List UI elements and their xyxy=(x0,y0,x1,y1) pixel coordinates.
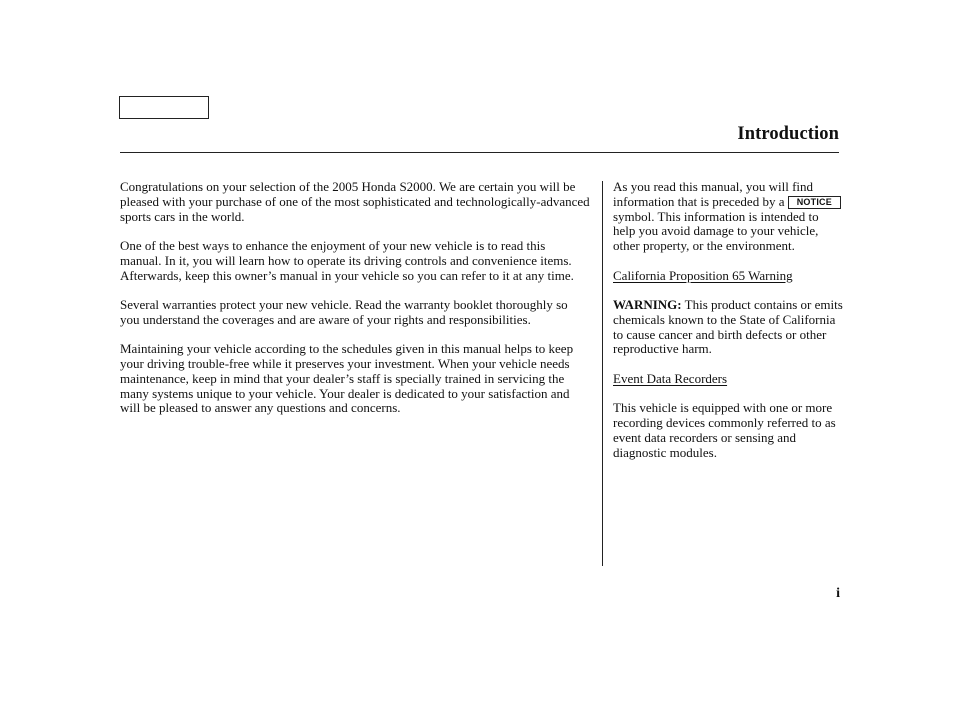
nav-box[interactable] xyxy=(119,96,209,119)
warning-text: This product contains or emits chemicals known to the State of California to cause cancer and birth defects or other reproductive harm. xyxy=(613,296,843,357)
notice-intro-after: symbol. This information is intended to help you avoid damage to your vehicle, other property, or the environment. xyxy=(613,208,819,254)
prop65-link[interactable]: California Proposition 65 Warning xyxy=(613,267,793,283)
page-title: Introduction xyxy=(737,124,839,144)
paragraph-manual: One of the best ways to enhance the enjoyment of your new vehicle is to read this manual. In it, you will learn how to operate its driving controls and convenience items. Afterwards, keep this owner’s manual in your vehicle so you can refer to it at any time. xyxy=(120,237,574,283)
notice-intro-before: As you read this manual, you will find information that is preceded by a xyxy=(613,179,814,209)
notice-paragraph xyxy=(613,180,843,254)
edr-link[interactable]: Event Data Recorders xyxy=(613,370,728,386)
page-number: i xyxy=(836,586,840,601)
right-column xyxy=(613,180,843,475)
left-column xyxy=(120,180,590,431)
notice-badge: NOTICE xyxy=(788,196,841,209)
warning-paragraph xyxy=(613,298,843,357)
edr-paragraph: This vehicle is equipped with one or more recording devices commonly referred to as event data recorders or sensing and diagnostic modules. xyxy=(613,400,836,460)
column-divider xyxy=(602,181,603,566)
warning-label: WARNING: xyxy=(613,296,682,312)
paragraph-congratulations: Congratulations on your selection of the 2005 Honda S2000. We are certain you will be pleased with your purchase of one of the most sophisticated and technologically-advanced sports cars in the world. xyxy=(120,179,590,224)
paragraph-maintenance: Maintaining your vehicle according to the schedules given in this manual helps to keep your driving trouble-free while it preserves your investment. When your vehicle needs maintenance, keep in mind that your dealer’s staff is specially trained in servicing the many systems unique to your vehicle. Your dealer is dedicated to your satisfaction and will be pleased to answer any questions and concerns. xyxy=(120,341,574,416)
paragraph-warranties: Several warranties protect your new vehicle. Read the warranty booklet thoroughly so you understand the coverages and are aware of your rights and responsibilities. xyxy=(120,296,568,327)
header-rule xyxy=(120,152,839,153)
